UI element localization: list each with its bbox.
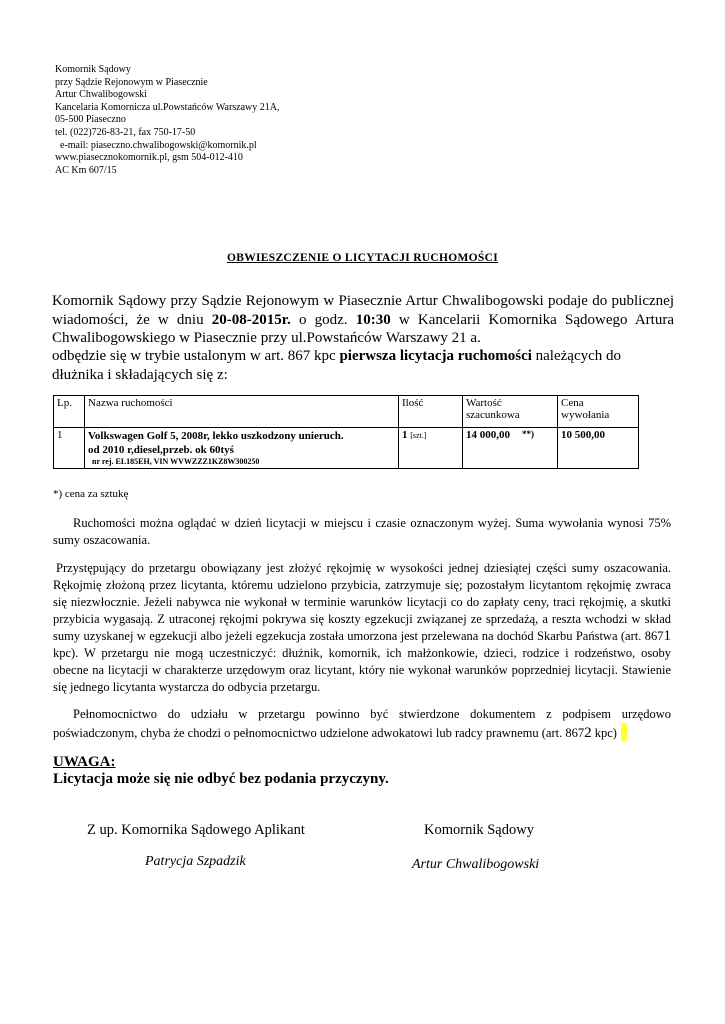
auction-type: pierwsza licytacja ruchomości bbox=[339, 348, 532, 364]
auction-date: 20-08-2015r. bbox=[211, 311, 291, 328]
value-note: **) bbox=[522, 429, 534, 439]
paragraph-text: Pełnomocnictwo do udziału w przetargu powinno być stwierdzone dokumentem z podpisem urzędowo poświadczonym, chyba że chodzi o pełnomocnictwo udzielone adwokatowi lub radcy prawnemu (art. 867 bbox=[53, 707, 671, 740]
header-line: Kancelaria Komornicza ul.Powstańców Warszawy 21A, bbox=[55, 101, 280, 113]
right-signature-title: Komornik Sądowy bbox=[424, 822, 534, 838]
superscript-1: 1 bbox=[663, 628, 671, 644]
left-signature-title: Z up. Komornika Sądowego Aplikant bbox=[87, 822, 305, 838]
right-signature-name: Artur Chwalibogowski bbox=[412, 857, 540, 872]
header-line: tel. (022)726-83-21, fax 750-17-50 bbox=[55, 126, 196, 138]
item-name-line2: od 2010 r,diesel,przeb. ok 60tyś bbox=[88, 444, 234, 456]
intro-paragraph-2 bbox=[52, 347, 674, 384]
header-qty: Ilość bbox=[399, 396, 463, 428]
header-line: www.piasecznokomornik.pl, gsm 504-012-410 bbox=[55, 152, 243, 164]
qty-unit: [szt.] bbox=[410, 431, 427, 440]
starting-price: 10 500,00 bbox=[561, 429, 605, 441]
header-value bbox=[463, 396, 558, 428]
header-value-line1: Wartość bbox=[466, 397, 502, 409]
paragraph-text: Ruchomości można oglądać w dzień licytacji w miejscu i czasie oznaczonym wyżej. Suma wywołania wynosi 75% sumy oszacowania. bbox=[53, 516, 671, 547]
qty-value: 1 bbox=[402, 429, 408, 441]
header-line: e-mail: piaseczno.chwalibogowski@komornik.pl bbox=[55, 139, 257, 151]
estimated-value: 14 000,00 bbox=[466, 429, 510, 441]
item-name-line1: Volkswagen Golf 5, 2008r, lekko uszkodzony unieruch. bbox=[88, 430, 344, 442]
item-registration: nr rej. EL185EH, VIN WVWZZZ1KZ8W300250 bbox=[92, 457, 260, 466]
left-signature-name: Patrycja Szpadzik bbox=[145, 854, 246, 869]
header-price bbox=[558, 396, 639, 428]
intro-paragraph bbox=[52, 292, 674, 348]
superscript-2: 2 bbox=[584, 725, 592, 741]
paragraph-text: kpc). W przetargu nie mogą uczestniczyć: dłużnik, komornik, ich małżonkowie, dzieci, rodzice i rodzeństwo, osoby obecne na licytacji w charakterze urzędowym oraz licytant, który nie wykonał warunków poprzedniej licytacji. Stawienie się jednego licytanta wystarcza do odbycia przetargu. bbox=[53, 646, 671, 694]
cell-name bbox=[85, 428, 399, 469]
intro-text: odbędzie się w trybie ustalonym w art. 867 kpc bbox=[52, 348, 340, 364]
intro-text: o godz. bbox=[290, 311, 356, 328]
table-header-row bbox=[54, 396, 639, 428]
bailiff-header bbox=[55, 64, 375, 177]
intro-text: należących do dłużnika i składających się z: bbox=[52, 348, 622, 383]
items-table bbox=[53, 395, 639, 469]
warning-label: UWAGA: bbox=[53, 754, 116, 770]
header-lp: Lp. bbox=[54, 396, 85, 428]
header-name: Nazwa ruchomości bbox=[85, 396, 399, 428]
warning-text: Licytacja może się nie odbyć bez podania przyczyny. bbox=[53, 771, 389, 787]
proxy-paragraph bbox=[53, 706, 671, 742]
cell-qty bbox=[399, 428, 463, 469]
header-line: 05-500 Piaseczno bbox=[55, 114, 126, 126]
table-row bbox=[54, 428, 639, 469]
cell-value bbox=[463, 428, 558, 469]
header-line: Artur Chwalibogowski bbox=[55, 89, 147, 101]
header-price-line1: Cena bbox=[561, 397, 584, 409]
deposit-paragraph bbox=[53, 560, 671, 696]
notice-title: OBWIESZCZENIE O LICYTACJI RUCHOMOŚCI bbox=[227, 252, 498, 264]
header-price-line2: wywołania bbox=[561, 409, 610, 421]
header-line: Komornik Sądowy bbox=[55, 64, 131, 75]
cell-price bbox=[558, 428, 639, 469]
header-line: przy Sądzie Rejonowym w Piasecznie bbox=[55, 76, 208, 88]
cell-lp: 1 bbox=[54, 428, 85, 469]
header-value-line2: szacunkowa bbox=[466, 409, 520, 421]
case-number: AC Km 607/15 bbox=[55, 164, 117, 176]
highlight-marker bbox=[621, 723, 627, 741]
intro-text: Komornik Sądowy przy Sądzie Rejonowym w Piasecznie Artur Chwalibogowski podaje do publicznej wiadomości, że w dniu bbox=[52, 293, 674, 328]
intro-text: w Kancelarii Komornika Sądowego Artura Chwalibogowskiego w Piasecznie przy ul.Powstańców Warszawy 21 a. bbox=[52, 311, 674, 347]
viewing-paragraph bbox=[53, 515, 671, 549]
paragraph-text: kpc) bbox=[591, 726, 617, 740]
paragraph-text: Przystępujący do przetargu obowiązany jest złożyć rękojmię w wysokości jednej dziesiątej części sumy oszacowania. Rękojmię złożoną przez licytanta, któremu udzielono przybicia, zatrzymuje się; pozostałym licytantom rękojmię zwraca się niezwłocznie. Jeżeli nabywca nie wykonał w terminie warunków licytacji co do zapłaty ceny, traci rękojmię, a skutki przybicia wygasają. Z utraconej rękojmi pokrywa się koszty egzekucji związanej ze sprzedażą, a reszta wchodzi w skład sumy uzyskanej w egzekucji albo jeżeli egzekucja została umorzona jest przelewana na dochód Skarbu Państwa (art. 867 bbox=[53, 561, 671, 643]
footnote: *) cena za sztukę bbox=[53, 488, 129, 500]
auction-time: 10:30 bbox=[355, 311, 391, 328]
